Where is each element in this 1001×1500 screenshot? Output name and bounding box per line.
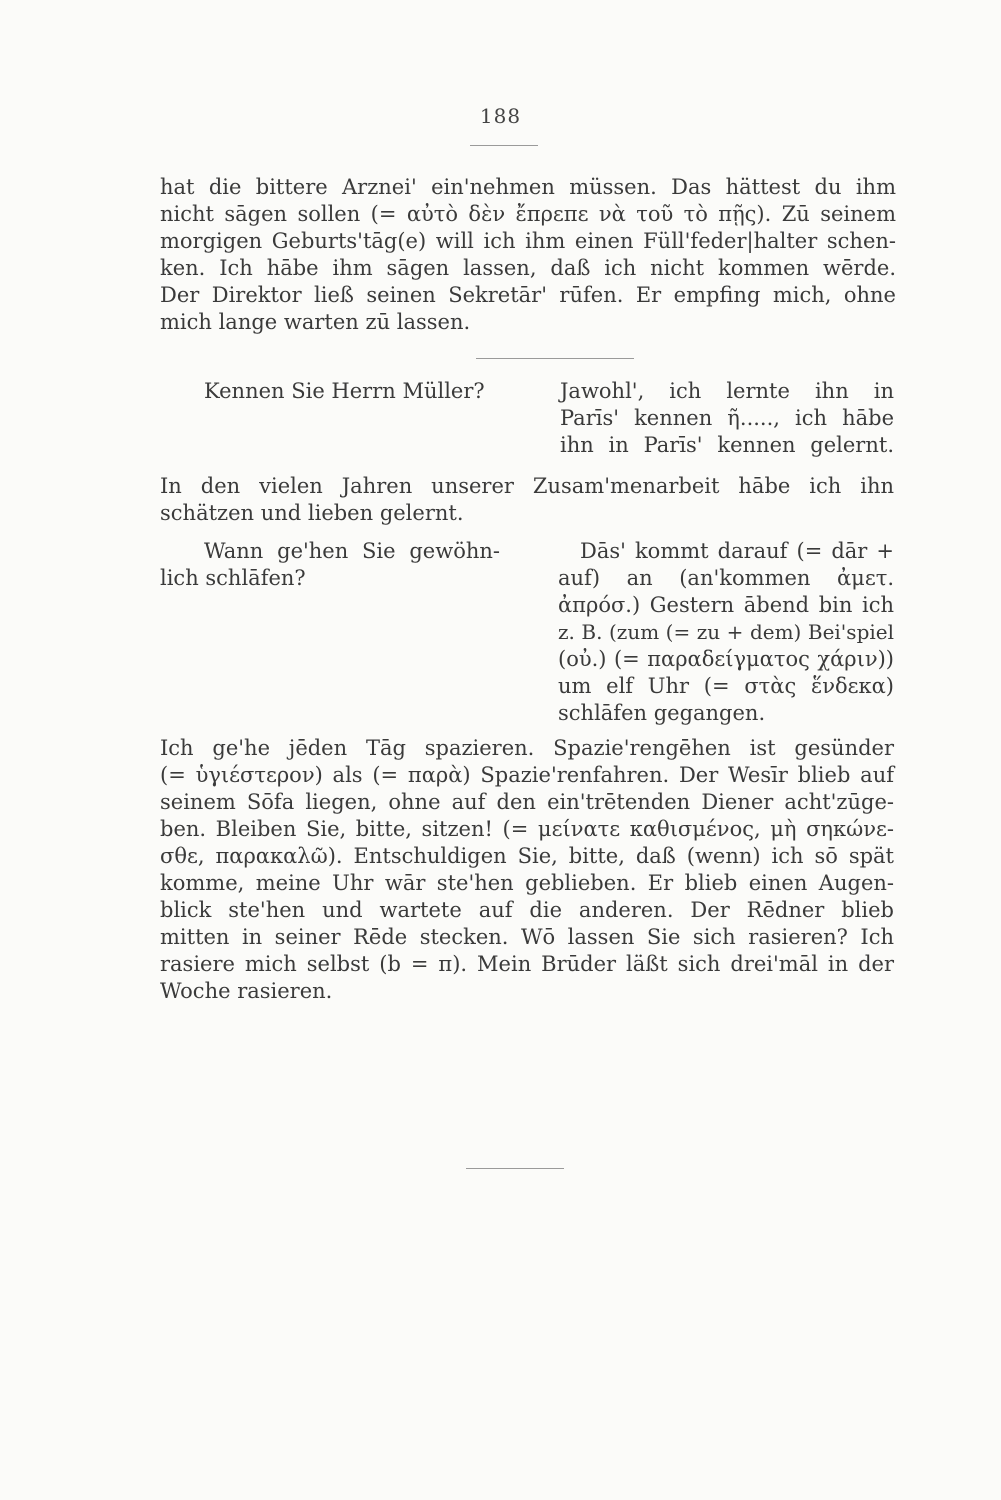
text-line: Parīs' kennen ῆ....., ich hābe bbox=[560, 406, 894, 430]
text-line: Jawohl', ich lernte ihn in bbox=[560, 379, 894, 403]
page-number: 188 bbox=[479, 104, 522, 128]
text-line: hat die bittere Arznei' ein'nehmen müssen. Das hättest du ihm bbox=[160, 175, 896, 199]
text-line: blick ste'hen und wartete auf die anderen. Der Rēdner blieb bbox=[160, 898, 894, 922]
text-line: Dās' kommt darauf (= dār + bbox=[580, 539, 894, 563]
text-line: σθε, παρακαλῶ). Entschuldigen Sie, bitte, daß (wenn) ich sō spät bbox=[160, 844, 894, 868]
text-line: lich schlāfen? bbox=[160, 566, 306, 590]
text-line: nicht sāgen sollen (= αὐτὸ δὲν ἔπρεπε νὰ τοῦ τὸ πῇς). Zū seinem bbox=[160, 202, 896, 226]
text-line: Der Direktor ließ seinen Sekretār' rūfen. Er empfing mich, ohne bbox=[160, 283, 896, 307]
text-line: ken. Ich hābe ihm sāgen lassen, daß ich nicht kommen wērde. bbox=[160, 256, 896, 280]
text-line: z. B. (zum (= zu + dem) Bei'spiel bbox=[558, 620, 894, 644]
text-line: In den vielen Jahren unserer Zusam'menarbeit hābe ich ihn bbox=[160, 474, 894, 498]
text-line: mitten in seiner Rēde stecken. Wō lassen Sie sich rasieren? Ich bbox=[160, 925, 894, 949]
text-line: schätzen und lieben gelernt. bbox=[160, 501, 464, 525]
text-line: morgigen Geburts'tāg(e) will ich ihm einen Füll'feder|halter schen- bbox=[160, 229, 896, 253]
text-line: schlāfen gegangen. bbox=[558, 701, 766, 725]
text-line: mich lange warten zū lassen. bbox=[160, 310, 471, 334]
text-line: rasiere mich selbst (b = π). Mein Brūder läßt sich drei'māl in der bbox=[160, 952, 894, 976]
answer-2 bbox=[558, 538, 894, 727]
text-line: (= ὑγιέστερον) als (= παρὰ) Spazie'renfahren. Der Wesīr blieb auf bbox=[160, 763, 894, 787]
paragraph-3 bbox=[160, 735, 894, 1005]
page-number-rule bbox=[470, 145, 538, 146]
text-line: seinem Sōfa liegen, ohne auf den ein'trētenden Diener acht'zūge- bbox=[160, 790, 894, 814]
paragraph-1 bbox=[160, 174, 896, 336]
text-line: ihn in Parīs' kennen gelernt. bbox=[560, 433, 894, 457]
text-line: komme, meine Uhr wār ste'hen geblieben. Er blieb einen Augen- bbox=[160, 871, 894, 895]
text-line: ben. Bleiben Sie, bitte, sitzen! (= μείνατε καθισμένος, μὴ σηκώνε- bbox=[160, 817, 894, 841]
end-divider bbox=[466, 1168, 564, 1169]
question-2 bbox=[160, 538, 500, 592]
text-line: Ich ge'he jēden Tāg spazieren. Spazie'rengēhen ist gesünder bbox=[160, 736, 894, 760]
section-divider bbox=[476, 358, 634, 359]
text-line: um elf Uhr (= στὰς ἕνδεκα) bbox=[558, 674, 894, 698]
answer-1 bbox=[560, 378, 894, 459]
text-line: auf) an (an'kommen ἀμετ. bbox=[558, 566, 894, 590]
text-line: Wann ge'hen Sie gewöhn- bbox=[204, 539, 500, 563]
text-line: ἀπρόσ.) Gestern ābend bin ich bbox=[558, 593, 894, 617]
text-line: (οὐ.) (= παραδείγματος χάριν)) bbox=[558, 647, 894, 671]
question-1: Kennen Sie Herrn Müller? bbox=[204, 379, 485, 403]
statement-2 bbox=[160, 473, 894, 527]
text-line: Woche rasieren. bbox=[160, 979, 333, 1003]
